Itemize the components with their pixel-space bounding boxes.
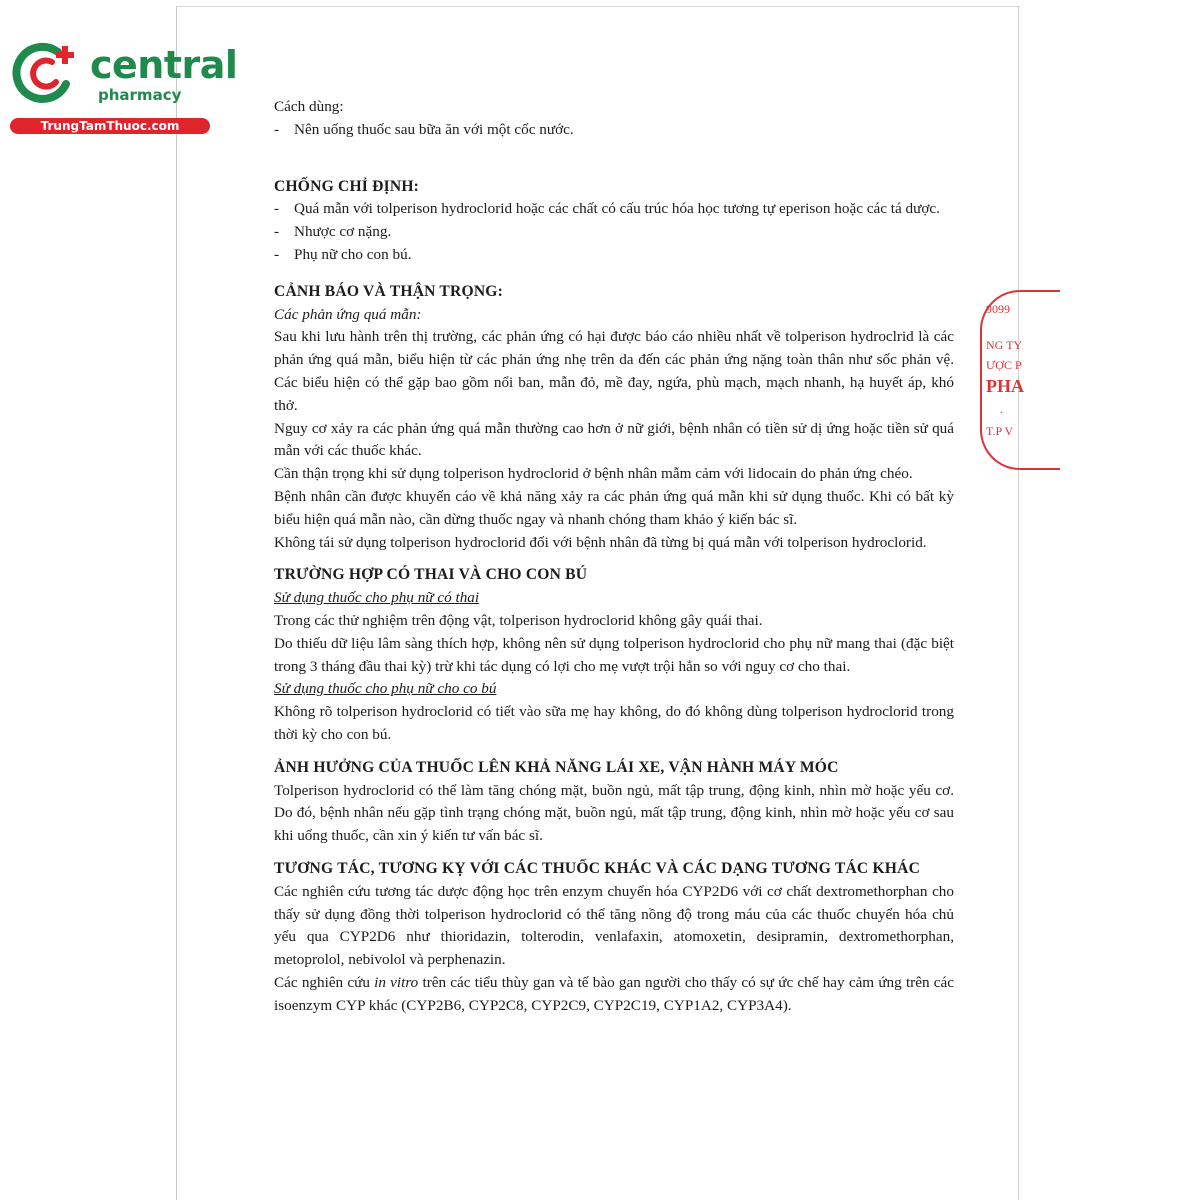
contraindication-item: - Nhược cơ nặng.	[274, 221, 954, 244]
document-body	[274, 96, 954, 1017]
company-stamp	[980, 290, 1024, 470]
logo-name: central	[90, 43, 238, 87]
stamp-text-2: NG TY	[986, 338, 1023, 352]
breastfeeding-paragraph: Không rõ tolperison hydroclorid có tiết vào sữa mẹ hay không, do đó không dùng tolperison hydroclorid trong thời kỳ cho con bú.	[274, 703, 954, 743]
pregnancy-heading: TRƯỜNG HỢP CÓ THAI VÀ CHO CON BÚ	[274, 566, 588, 584]
warning-paragraph: Nguy cơ xảy ra các phản ứng quá mẫn thường cao hơn ở nữ giới, bệnh nhân có tiền sử dị ứng hoặc tiền sử quá mẫn với các thuốc khác.	[274, 419, 954, 460]
contraindication-item: - Quá mẫn với tolperison hydroclorid hoặc các chất có cấu trúc hóa học tương tự eperison hoặc các tá dược.	[274, 198, 954, 221]
interaction-text-pre: Các nghiên cứu	[274, 973, 375, 991]
warning-paragraph: Không tái sử dụng tolperison hydroclorid đối với bệnh nhân đã từng bị quá mẫn với tolperison hydroclorid.	[274, 533, 927, 551]
stamp-text-6: T.P V	[986, 424, 1014, 438]
interaction-paragraph: Các nghiên cứu tương tác dược động học trên enzym chuyển hóa CYP2D6 với cơ chất dextromethorphan cho thấy sử dụng đồng thời tolperison hydroclorid có thể tăng nồng độ trong máu của các thuốc chuyển hóa chủ yếu qua CYP2D6 như thioridazin, tolterodin, venlafaxin, atomoxetin, desipramin, dextromethorphan, metoprolol, nebivolol và perphenazin.	[274, 882, 954, 969]
page-edge-right	[1018, 6, 1019, 1200]
stamp-text-5: .	[1000, 402, 1003, 416]
contraindication-item: - Phụ nữ cho con bú.	[274, 244, 954, 267]
interaction-text-post: trên các tiểu thùy gan và tế bào gan người cho thấy có sự ức chế hay cảm ứng trên các isoenzym CYP khác (CYP2B6, CYP2C8, CYP2C9, CYP2C19, CYP1A2, CYP3A4).	[274, 973, 954, 1014]
page-edge-top	[176, 6, 1020, 7]
warning-heading: CẢNH BÁO VÀ THẬN TRỌNG:	[274, 282, 504, 300]
pregnancy-paragraph: Trong các thử nghiệm trên động vật, tolperison hydroclorid không gây quái thai.	[274, 611, 763, 629]
warning-paragraph: Cần thận trọng khi sử dụng tolperison hydroclorid ở bệnh nhân mẫm cảm với lidocain do phản ứng chéo.	[274, 465, 913, 483]
central-logo-icon	[10, 38, 80, 108]
stamp-text-1: 9099	[986, 302, 1010, 316]
pregnancy-paragraph: Do thiếu dữ liệu lâm sàng thích hợp, không nên sử dụng tolperison hydroclorid cho phụ nữ mang thai (đặc biệt trong 3 tháng đầu thai kỳ) trừ khi tác dụng có lợi cho mẹ vượt trội hẳn so với nguy cơ cho thai.	[274, 634, 954, 675]
pregnancy-subheading: Sử dụng thuốc cho phụ nữ có thai	[274, 589, 480, 607]
driving-paragraph: Tolperison hydroclorid có thể làm tăng chóng mặt, buồn ngủ, mất tập trung, động kinh, nhìn mờ hoặc yếu cơ. Do đó, bệnh nhân nếu gặp tình trạng chóng mặt, buồn ngủ, mất tập trung, động kinh, nhìn mờ hoặc yếu cơ sau khi uống thuốc, cần xin ý kiến tư vấn bác sĩ.	[274, 781, 954, 845]
usage-item: - Nên uống thuốc sau bữa ăn với một cốc nước.	[274, 119, 954, 142]
interaction-heading: TƯƠNG TÁC, TƯƠNG KỴ VỚI CÁC THUỐC KHÁC VÀ CÁC DẠNG TƯƠNG TÁC KHÁC	[274, 859, 921, 877]
page-edge-left	[176, 6, 177, 1200]
breastfeeding-subheading: Sử dụng thuốc cho phụ nữ cho co bú	[274, 680, 497, 698]
warning-paragraph: Sau khi lưu hành trên thị trường, các phản ứng có hại được báo cáo nhiều nhất về tolperison hydroclrid là các phản ứng quá mẫn, biểu hiện từ các phản ứng nhẹ trên da đến các phản ứng nặng toàn thân như sốc phản vệ. Các biểu hiện có thể gặp bao gồm nổi ban, mẫn đỏ, mề đay, ngứa, phù mạch, mạch nhanh, hạ huyết áp, khó thở.	[274, 328, 954, 414]
usage-label: Cách dùng:	[274, 98, 344, 115]
logo-url-badge: TrungTamThuoc.com	[10, 118, 210, 134]
interaction-text-em: in vitro	[374, 973, 419, 991]
stamp-text-4: PHA	[986, 376, 1024, 396]
logo-sub: pharmacy	[98, 86, 182, 104]
stamp-text-3: ƯỢC P	[986, 358, 1022, 372]
warning-subheading: Các phản ứng quá mẫn:	[274, 305, 422, 323]
interaction-paragraph-vitro	[274, 972, 954, 1018]
warning-paragraph: Bệnh nhân cần được khuyến cáo về khả năng xảy ra các phản ứng quá mẫn khi sử dụng thuốc. Khi có bất kỳ biểu hiện quá mẫn nào, cần dừng thuốc ngay và nhanh chóng tham khảo ý kiến bác sĩ.	[274, 487, 954, 528]
contraindication-heading: CHỐNG CHỈ ĐỊNH:	[274, 177, 420, 195]
driving-heading: ẢNH HƯỞNG CỦA THUỐC LÊN KHẢ NĂNG LÁI XE, VẬN HÀNH MÁY MÓC	[274, 758, 839, 776]
